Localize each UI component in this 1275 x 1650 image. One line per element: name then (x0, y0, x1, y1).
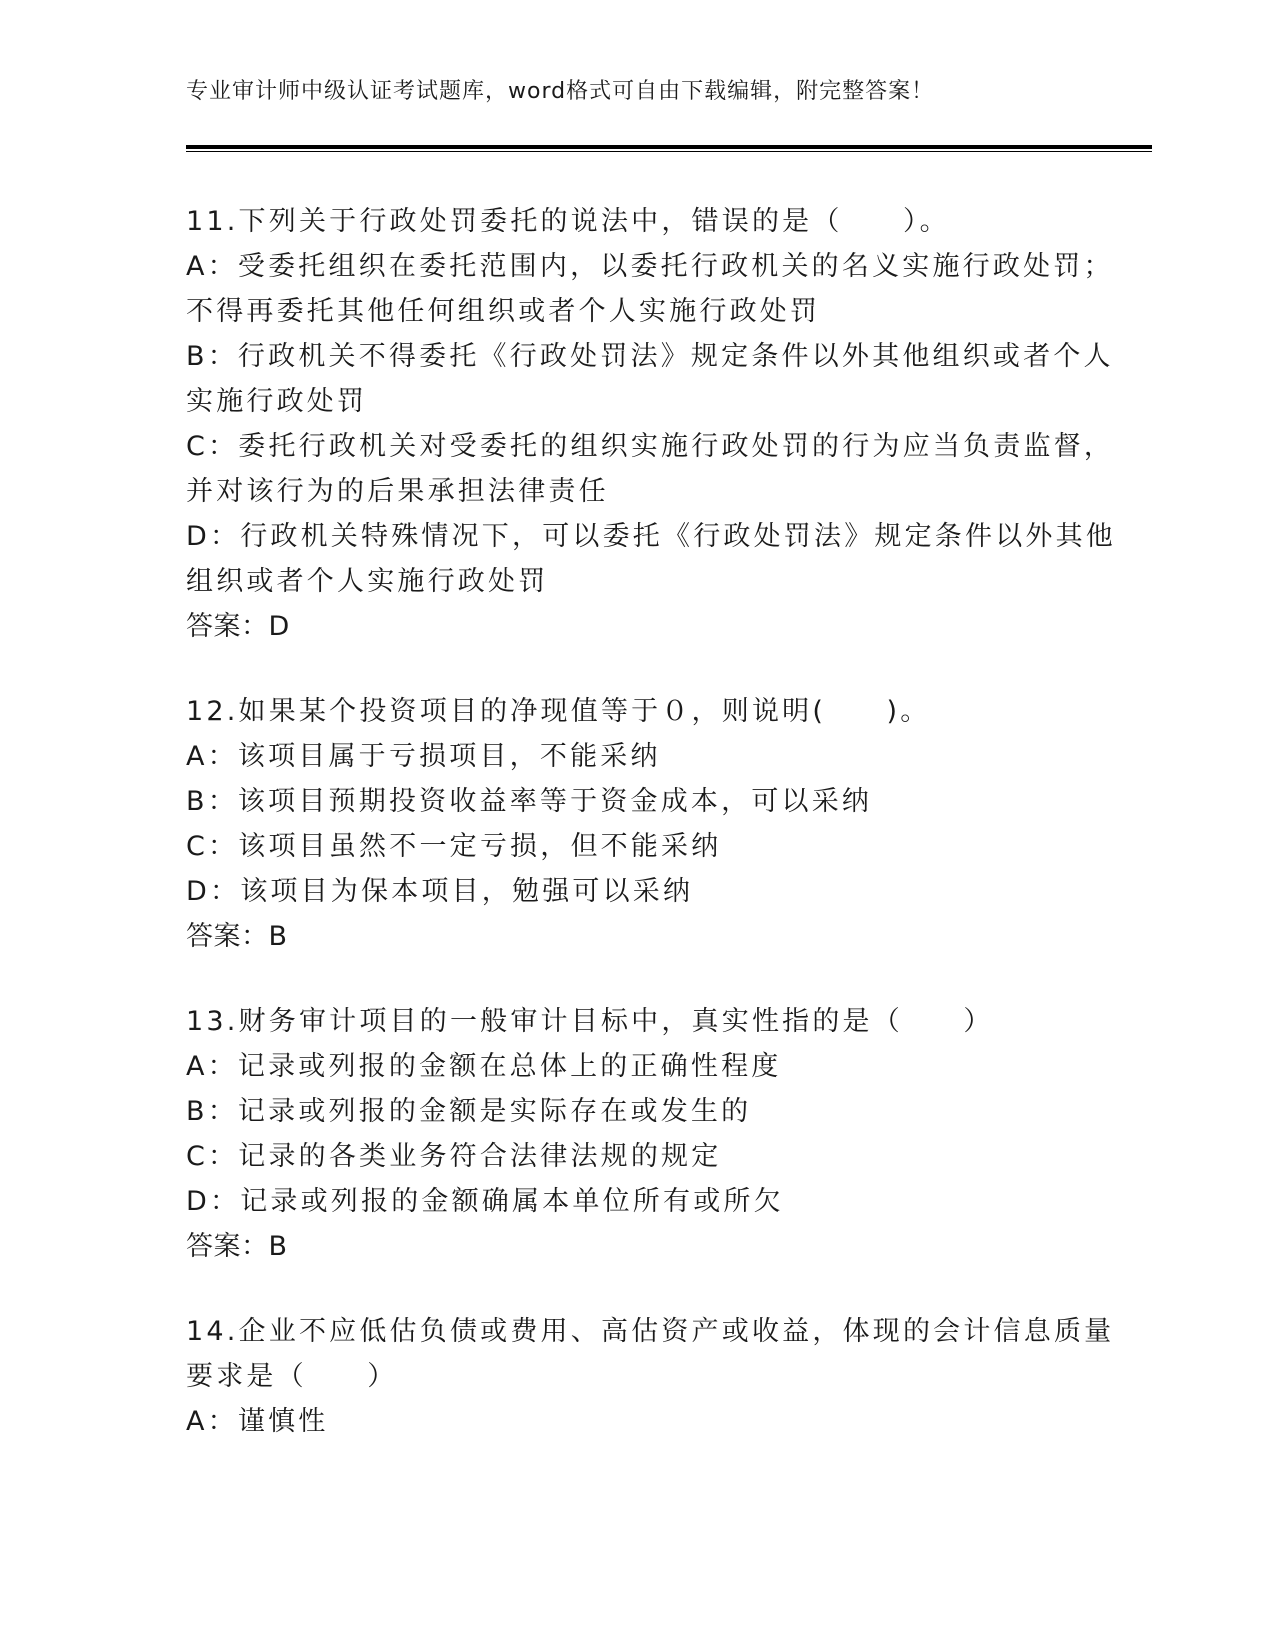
option-c: C：记录的各类业务符合法律法规的规定 (186, 1141, 722, 1172)
option-a: A：受委托组织在委托范围内，以委托行政机关的名义实施行政处罚； (186, 251, 1114, 282)
option-b: B：记录或列报的金额是实际存在或发生的 (186, 1096, 752, 1127)
option-b: B：该项目预期投资收益率等于资金成本，可以采纳 (186, 786, 873, 817)
option-a: A：记录或列报的金额在总体上的正确性程度 (186, 1051, 782, 1082)
header-rule-thin (186, 151, 1152, 152)
header-rule-thick (186, 145, 1152, 149)
page-header: 专业审计师中级认证考试题库，word格式可自由下载编辑，附完整答案！ (186, 79, 935, 104)
option-d-continued: 组织或者个人实施行政处罚 (186, 566, 549, 597)
option-a-continued: 不得再委托其他任何组织或者个人实施行政处罚 (186, 296, 821, 327)
question-12 (186, 689, 1086, 959)
option-b: B：行政机关不得委托《行政处罚法》规定条件以外其他组织或者个人 (186, 341, 1114, 372)
question-stem: 12.如果某个投资项目的净现值等于０，则说明( )。 (186, 696, 931, 727)
option-c: C：委托行政机关对受委托的组织实施行政处罚的行为应当负责监督， (186, 431, 1115, 462)
option-d: D：记录或列报的金额确属本单位所有或所欠 (186, 1186, 784, 1217)
option-a: A：该项目属于亏损项目，不能采纳 (186, 741, 661, 772)
question-11 (186, 199, 1116, 649)
option-d: D：行政机关特殊情况下，可以委托《行政处罚法》规定条件以外其他 (186, 521, 1116, 552)
question-stem: 14.企业不应低估负债或费用、高估资产或收益，体现的会计信息质量 (186, 1316, 1115, 1347)
question-13 (186, 999, 1086, 1269)
option-c-continued: 并对该行为的后果承担法律责任 (186, 476, 609, 507)
option-c: C：该项目虽然不一定亏损，但不能采纳 (186, 831, 722, 862)
option-b-continued: 实施行政处罚 (186, 386, 368, 417)
question-list (186, 199, 1116, 1484)
answer: 答案：B (186, 1231, 288, 1262)
answer: 答案：B (186, 921, 288, 952)
option-a: A：谨慎性 (186, 1406, 329, 1437)
question-stem-continued: 要求是（ ） (186, 1361, 398, 1392)
answer: 答案：D (186, 611, 290, 642)
option-d: D：该项目为保本项目，勉强可以采纳 (186, 876, 694, 907)
question-14 (186, 1309, 1115, 1444)
question-stem: 13.财务审计项目的一般审计目标中，真实性指的是（ ） (186, 1006, 994, 1037)
question-stem: 11.下列关于行政处罚委托的说法中，错误的是（ ）。 (186, 206, 950, 237)
